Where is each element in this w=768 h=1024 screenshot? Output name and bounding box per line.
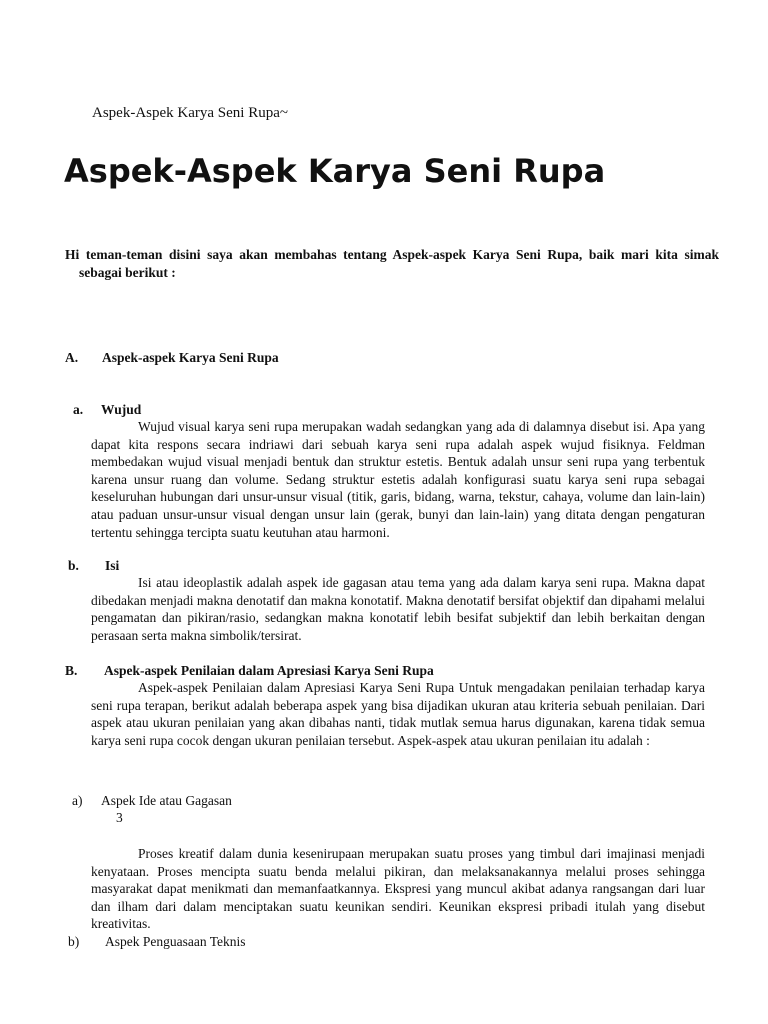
section-b-marker: B. — [65, 663, 78, 678]
item-isi-text: Isi atau ideoplastik adalah aspek ide gagasan atau tema yang ada dalam karya seni rupa. Makna dapat dibedakan menjadi makna denotatif dan makna konotatif. Makna denotatif bersifat objektif dan dipahami melalui pengamatan dan pikiran/rasio, sedangkan makna konotatif lebih besifat subjektif dan lebih berkaitan dengan perasaan serta makna simbolik/tersirat. — [91, 575, 705, 643]
document-header: Aspek-Aspek Karya Seni Rupa~ — [92, 105, 288, 121]
item-ide-title: Aspek Ide atau Gagasan — [101, 793, 232, 808]
item-teknis-title: Aspek Penguasaan Teknis — [105, 934, 246, 949]
item-isi-marker: b. — [68, 558, 79, 573]
item-wujud-text: Wujud visual karya seni rupa merupakan wadah sedangkan yang ada di dalamnya disebut isi. Apa yang dapat kita respons secara indriawi dari sebuah karya seni rupa adalah aspek wujud fisiknya. Feldman membedakan wujud visual menjadi bentuk dan struktur estetis. Bentuk adalah unsur seni rupa yang terbentuk karena unsur ruang dan volume. Sedang struktur estetis adalah konfigurasi suatu karya seni rupa sebagai keseluruhan hubungan dari unsur-unsur visual (titik, garis, bidang, warna, tekstur, cahaya, volume dan lain-lain) atau paduan unsur-unsur visual dengan unsur lain (gerak, bunyi dan lain-lain) yang ditata dengan pengaturan tertentu sehingga tercipta suatu keutuhan atau harmoni. — [91, 419, 705, 540]
section-b-text: Aspek-aspek Penilaian dalam Apresiasi Karya Seni Rupa Untuk mengadakan penilaian terhadap karya seni rupa terapan, berikut adalah beberapa aspek yang bisa dijadikan ukuran atau kriteria sebuah penilaian. Dari aspek atau ukuran penilaian yang akan dibahas nanti, tidak mutlak semua harus digunakan, karena tidak semua karya seni rupa cocok dengan ukuran penilaian tersebut. Aspek-aspek atau ukuran penilaian itu adalah : — [91, 680, 705, 748]
item-isi-title: Isi — [105, 558, 120, 573]
item-ide-marker: a) — [72, 793, 83, 808]
item-wujud-title: Wujud — [101, 402, 142, 417]
page-title: Aspek-Aspek Karya Seni Rupa — [64, 152, 606, 190]
section-a-title: Aspek-aspek Karya Seni Rupa — [102, 350, 279, 365]
item-ide-note: 3 — [116, 810, 123, 825]
section-a-marker: A. — [65, 350, 79, 365]
section-b-title: Aspek-aspek Penilaian dalam Apresiasi Karya Seni Rupa — [104, 663, 434, 678]
intro-paragraph: Hi teman-teman disini saya akan membahas tentang Aspek-aspek Karya Seni Rupa, baik mari kita simak sebagai berikut : — [65, 247, 719, 280]
item-teknis-marker: b) — [68, 934, 80, 949]
item-ide-text: Proses kreatif dalam dunia kesenirupaan merupakan suatu proses yang timbul dari imajinasi menjadi kenyataan. Proses mencipta suatu benda melalui pikiran, dan melaksanakannya melalui proses sehingga masyarakat dapat menikmati dan memanfaatkannya. Ekspresi yang muncul akibat adanya rangsangan dari luar dan ilham dari dalam menciptakan suatu keunikan sendiri. Keunikan ekspresi pribadi itulah yang disebut kreativitas. — [91, 846, 705, 932]
item-wujud-marker: a. — [73, 402, 84, 417]
